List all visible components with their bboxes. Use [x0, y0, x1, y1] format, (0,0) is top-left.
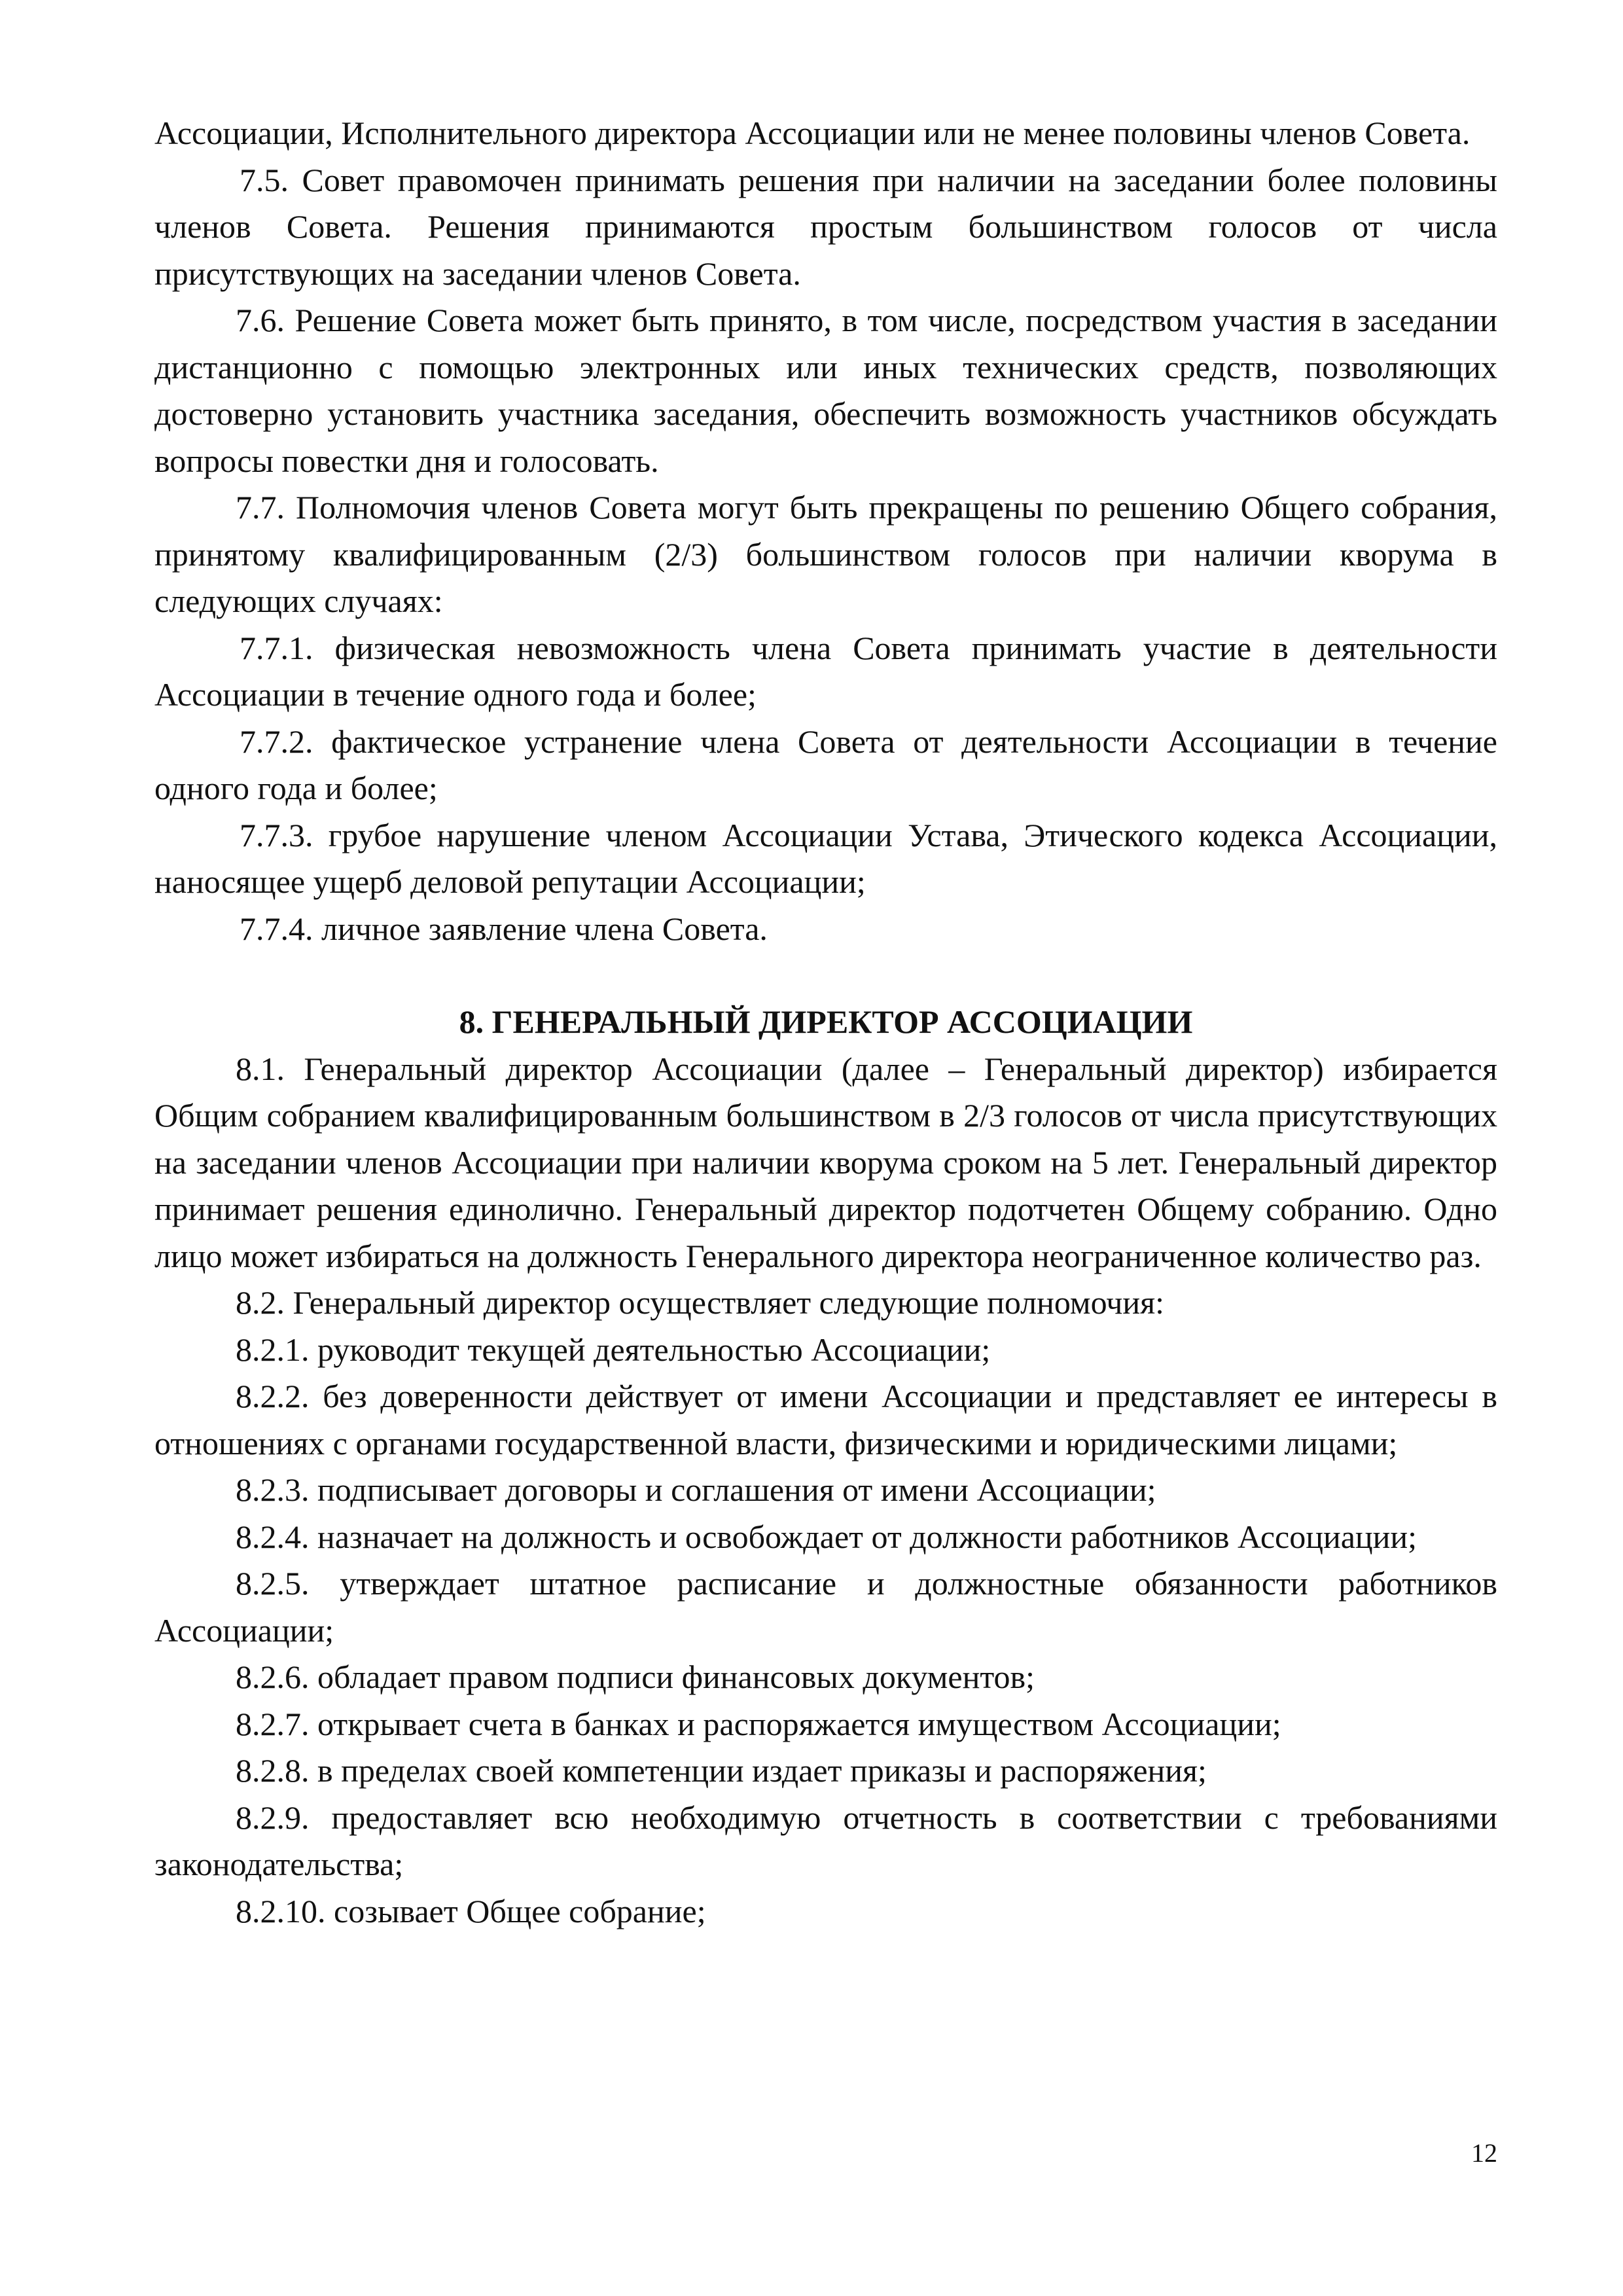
- paragraph-8-2-6: 8.2.6. обладает правом подписи финансовых документов;: [236, 1659, 1035, 1695]
- paragraph-8-2-5: 8.2.5. утверждает штатное расписание и должностные обязанности работников Ассоциации;: [154, 1565, 1497, 1649]
- paragraph-8-2-2: 8.2.2. без доверенности действует от имени Ассоциации и представляет ее интересы в отношениях с органами государственной власти, физическими и юридическими лицами;: [154, 1378, 1497, 1462]
- paragraph-8-2-7: 8.2.7. открывает счета в банках и распоряжается имуществом Ассоциации;: [236, 1705, 1281, 1742]
- paragraph-continuation: Ассоциации, Исполнительного директора Ассоциации или не менее половины членов Совета.: [154, 115, 1471, 151]
- paragraph-8-2-4: 8.2.4. назначает на должность и освобождает от должности работников Ассоциации;: [236, 1518, 1418, 1555]
- document-body: [154, 110, 1497, 1935]
- page-number: 12: [1471, 2138, 1497, 2168]
- paragraph-8-2-8: 8.2.8. в пределах своей компетенции издает приказы и распоряжения;: [236, 1752, 1207, 1789]
- paragraph-8-2: 8.2. Генеральный директор осуществляет следующие полномочия:: [236, 1284, 1165, 1321]
- paragraph-7-6: 7.6. Решение Совета может быть принято, в том числе, посредством участия в заседании дистанционно с помощью электронных или иных технических средств, позволяющих достоверно установить участника заседания, обеспечить возможность участников обсуждать вопросы повестки дня и голосовать.: [154, 302, 1497, 479]
- paragraph-7-7-4: 7.7.4. личное заявление члена Совета.: [240, 910, 768, 947]
- paragraph-7-7-1: 7.7.1. физическая невозможность члена Совета принимать участие в деятельности Ассоциации в течение одного года и более;: [154, 629, 1497, 713]
- paragraph-8-2-1: 8.2.1. руководит текущей деятельностью Ассоциации;: [236, 1331, 991, 1368]
- paragraph-8-2-10: 8.2.10. созывает Общее собрание;: [236, 1892, 706, 1929]
- paragraph-7-5: 7.5. Совет правомочен принимать решения при наличии на заседании более половины членов Совета. Решения принимаются простым большинством голосов от числа присутствующих на заседании членов Совета.: [154, 161, 1497, 292]
- paragraph-8-2-3: 8.2.3. подписывает договоры и соглашения от имени Ассоциации;: [236, 1471, 1156, 1508]
- paragraph-7-7-3: 7.7.3. грубое нарушение членом Ассоциации Устава, Этического кодекса Ассоциации, наносящее ущерб деловой репутации Ассоциации;: [154, 816, 1497, 900]
- paragraph-7-7-2: 7.7.2. фактическое устранение члена Совета от деятельности Ассоциации в течение одного года и более;: [154, 723, 1497, 806]
- paragraph-7-7: 7.7. Полномочия членов Совета могут быть прекращены по решению Общего собрания, принятому квалифицированным (2/3) большинством голосов при наличии кворума в следующих случаях:: [154, 489, 1497, 619]
- paragraph-8-1: 8.1. Генеральный директор Ассоциации (далее – Генеральный директор) избирается Общим собранием квалифицированным большинством в 2/3 голосов от числа присутствующих на заседании членов Ассоциации при наличии кворума сроком на 5 лет. Генеральный директор принимает решения единолично. Генеральный директор подотчетен Общему собранию. Одно лицо может избираться на должность Генерального директора неограниченное количество раз.: [154, 1050, 1497, 1274]
- paragraph-8-2-9: 8.2.9. предоставляет всю необходимую отчетность в соответствии с требованиями законодательства;: [154, 1799, 1497, 1882]
- section-heading: 8. ГЕНЕРАЛЬНЫЙ ДИРЕКТОР АССОЦИАЦИИ: [459, 1003, 1193, 1040]
